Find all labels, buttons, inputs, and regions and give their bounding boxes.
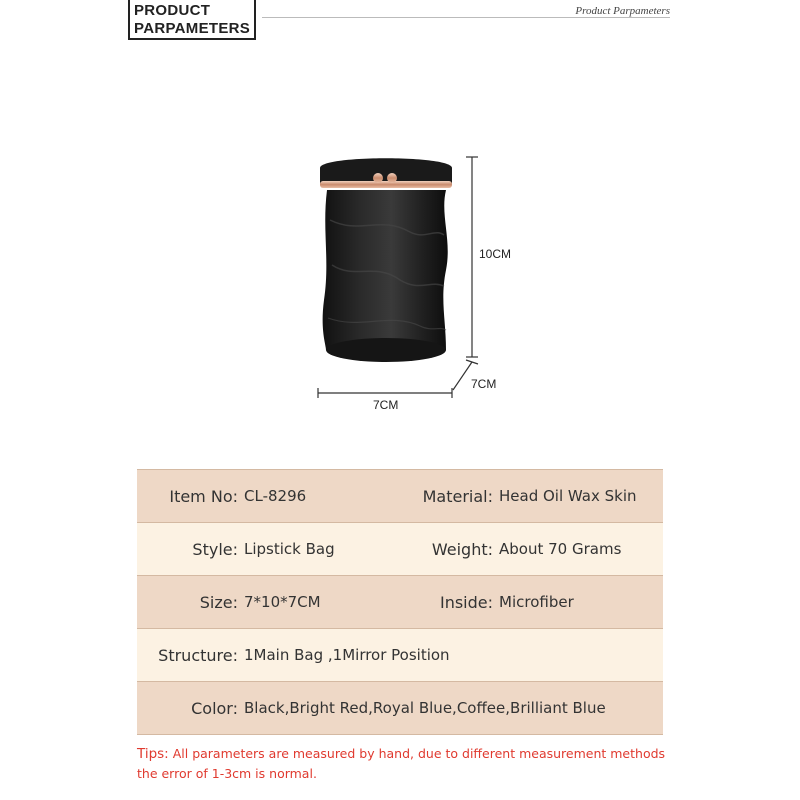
size-value: 7*10*7CM [244, 576, 399, 629]
style-label: Style: [137, 523, 244, 576]
section-title-line1: PRODUCT [134, 2, 211, 19]
table-row [137, 629, 663, 682]
size-label: Size: [137, 576, 244, 629]
weight-value: About 70 Grams [499, 523, 663, 576]
table-row [137, 523, 663, 576]
color-label: Color: [137, 682, 244, 735]
tips-line1: All parameters are measured by hand, due to different measurement methods [172, 746, 666, 761]
width-label: 7CM [373, 398, 399, 412]
height-label: 10CM [479, 247, 512, 261]
table-row [137, 682, 663, 735]
section-title-line2: PARPAMETERS [134, 20, 251, 37]
material-value: Head Oil Wax Skin [499, 470, 663, 523]
item-no-label: Item No: [137, 470, 244, 523]
structure-label: Structure: [137, 629, 244, 682]
lipstick-bag-image [320, 158, 452, 362]
inside-value: Microfiber [499, 576, 663, 629]
color-value: Black,Bright Red,Royal Blue,Coffee,Brilliant Blue [244, 682, 663, 735]
tips-line2: the error of 1-3cm is normal. [137, 766, 317, 781]
table-row [137, 576, 663, 629]
material-label: Material: [399, 470, 499, 523]
structure-value: 1Main Bag ,1Mirror Position [244, 629, 663, 682]
item-no-value: CL-8296 [244, 470, 399, 523]
width-dimension-line [318, 388, 452, 398]
style-value: Lipstick Bag [244, 523, 399, 576]
tips-label: Tips: [137, 746, 169, 762]
inside-label: Inside: [399, 576, 499, 629]
depth-label: 7CM [471, 377, 497, 391]
section-subtitle: Product Parpameters [575, 5, 670, 17]
tips-note [137, 744, 697, 783]
table-row [137, 470, 663, 523]
height-dimension-line [466, 157, 478, 357]
parameters-table [137, 469, 663, 735]
weight-label: Weight: [399, 523, 499, 576]
